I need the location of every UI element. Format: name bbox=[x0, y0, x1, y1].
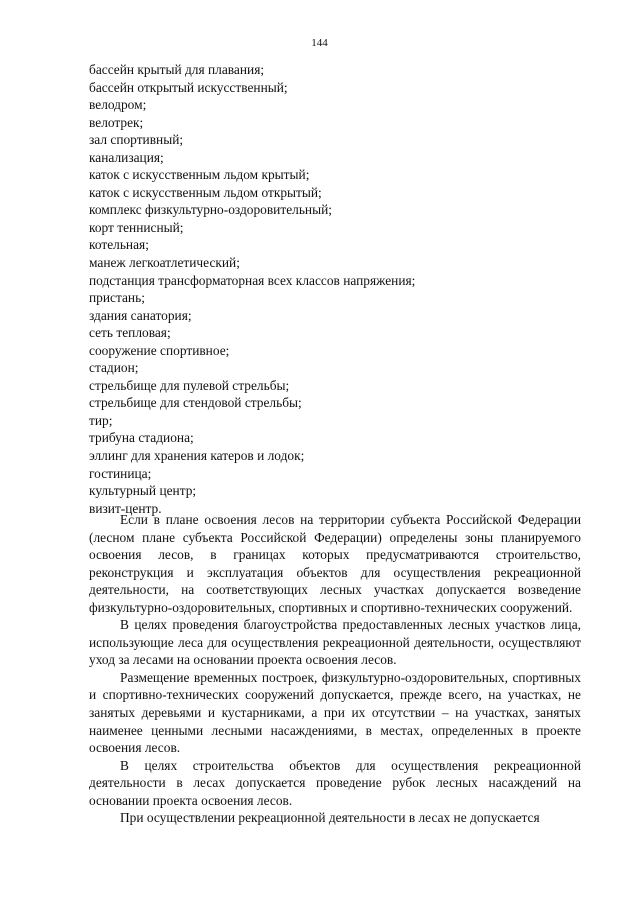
list-item: тир; bbox=[89, 412, 113, 428]
list-item: котельная; bbox=[89, 237, 149, 253]
list-item: бассейн открытый искусственный; bbox=[89, 79, 288, 95]
list-item: корт теннисный; bbox=[89, 219, 184, 235]
list-item: здания санатория; bbox=[89, 307, 192, 323]
list-item: трибуна стадиона; bbox=[89, 430, 194, 446]
list-item: комплекс физкультурно-оздоровительный; bbox=[89, 202, 332, 218]
list-item: стадион; bbox=[89, 360, 139, 376]
list-item: велотрек; bbox=[89, 114, 144, 130]
list-item: визит-центр. bbox=[89, 500, 162, 516]
paragraph: При осуществлении рекреационной деятельности в лесах не допускается bbox=[120, 810, 540, 826]
list-item: каток с искусственным льдом крытый; bbox=[89, 167, 310, 183]
list-item: сооружение спортивное; bbox=[89, 342, 230, 358]
list-item: стрельбище для пулевой стрельбы; bbox=[89, 377, 290, 393]
list-item: велодром; bbox=[89, 97, 147, 113]
list-item: бассейн крытый для плавания; bbox=[89, 62, 265, 77]
page-number: 144 bbox=[311, 37, 328, 49]
paragraph: В целях проведения благоустройства предоставленных лесных участков лица, использующие леса для осуществления рекреационной деятельности, осуществляют уход за лесами на основании проекта освоения лесов. bbox=[89, 617, 581, 668]
paragraph: Размещение временных построек, физкультурно-оздоровительных, спортивных и спортивно-технических сооружений допускается, прежде всего, на участках, не занятых деревьями и кустарниками, а при их отсутствии – на участках, занятых наименее ценными лесными насаждениями, в местах, определенных в проекте освоения лесов. bbox=[89, 669, 581, 756]
list-item: гостиница; bbox=[89, 465, 152, 481]
list-item: зал спортивный; bbox=[89, 132, 184, 148]
list-item: манеж легкоатлетический; bbox=[89, 255, 240, 271]
list-item: канализация; bbox=[89, 149, 164, 165]
list-item: подстанция трансформаторная всех классов напряжения; bbox=[89, 272, 416, 288]
paragraph: В целях строительства объектов для осуществления рекреационной деятельности в лесах допускается проведение рубок лесных насаждений на основании проекта освоения лесов. bbox=[89, 757, 581, 808]
list-item: культурный центр; bbox=[89, 483, 197, 499]
list-item: сеть тепловая; bbox=[89, 325, 171, 341]
facility-list bbox=[89, 61, 589, 517]
paragraph: Если в плане освоения лесов на территории субъекта Российской Федерации (лесном плане субъекта Российской Федерации) определены зоны планируемого освоения лесов, в границах которых предусматриваются строительство, реконструкция и эксплуатация объектов для осуществления рекреационной деятельности, на соответствующих лесных участках допускается возведение физкультурно-оздоровительных, спортивных и спортивно-технических сооружений. bbox=[89, 512, 581, 615]
list-item: эллинг для хранения катеров и лодок; bbox=[89, 448, 305, 464]
list-item: пристань; bbox=[89, 290, 145, 306]
list-item: каток с искусственным льдом открытый; bbox=[89, 184, 322, 200]
list-item: стрельбище для стендовой стрельбы; bbox=[89, 395, 302, 411]
body-text bbox=[89, 511, 581, 827]
